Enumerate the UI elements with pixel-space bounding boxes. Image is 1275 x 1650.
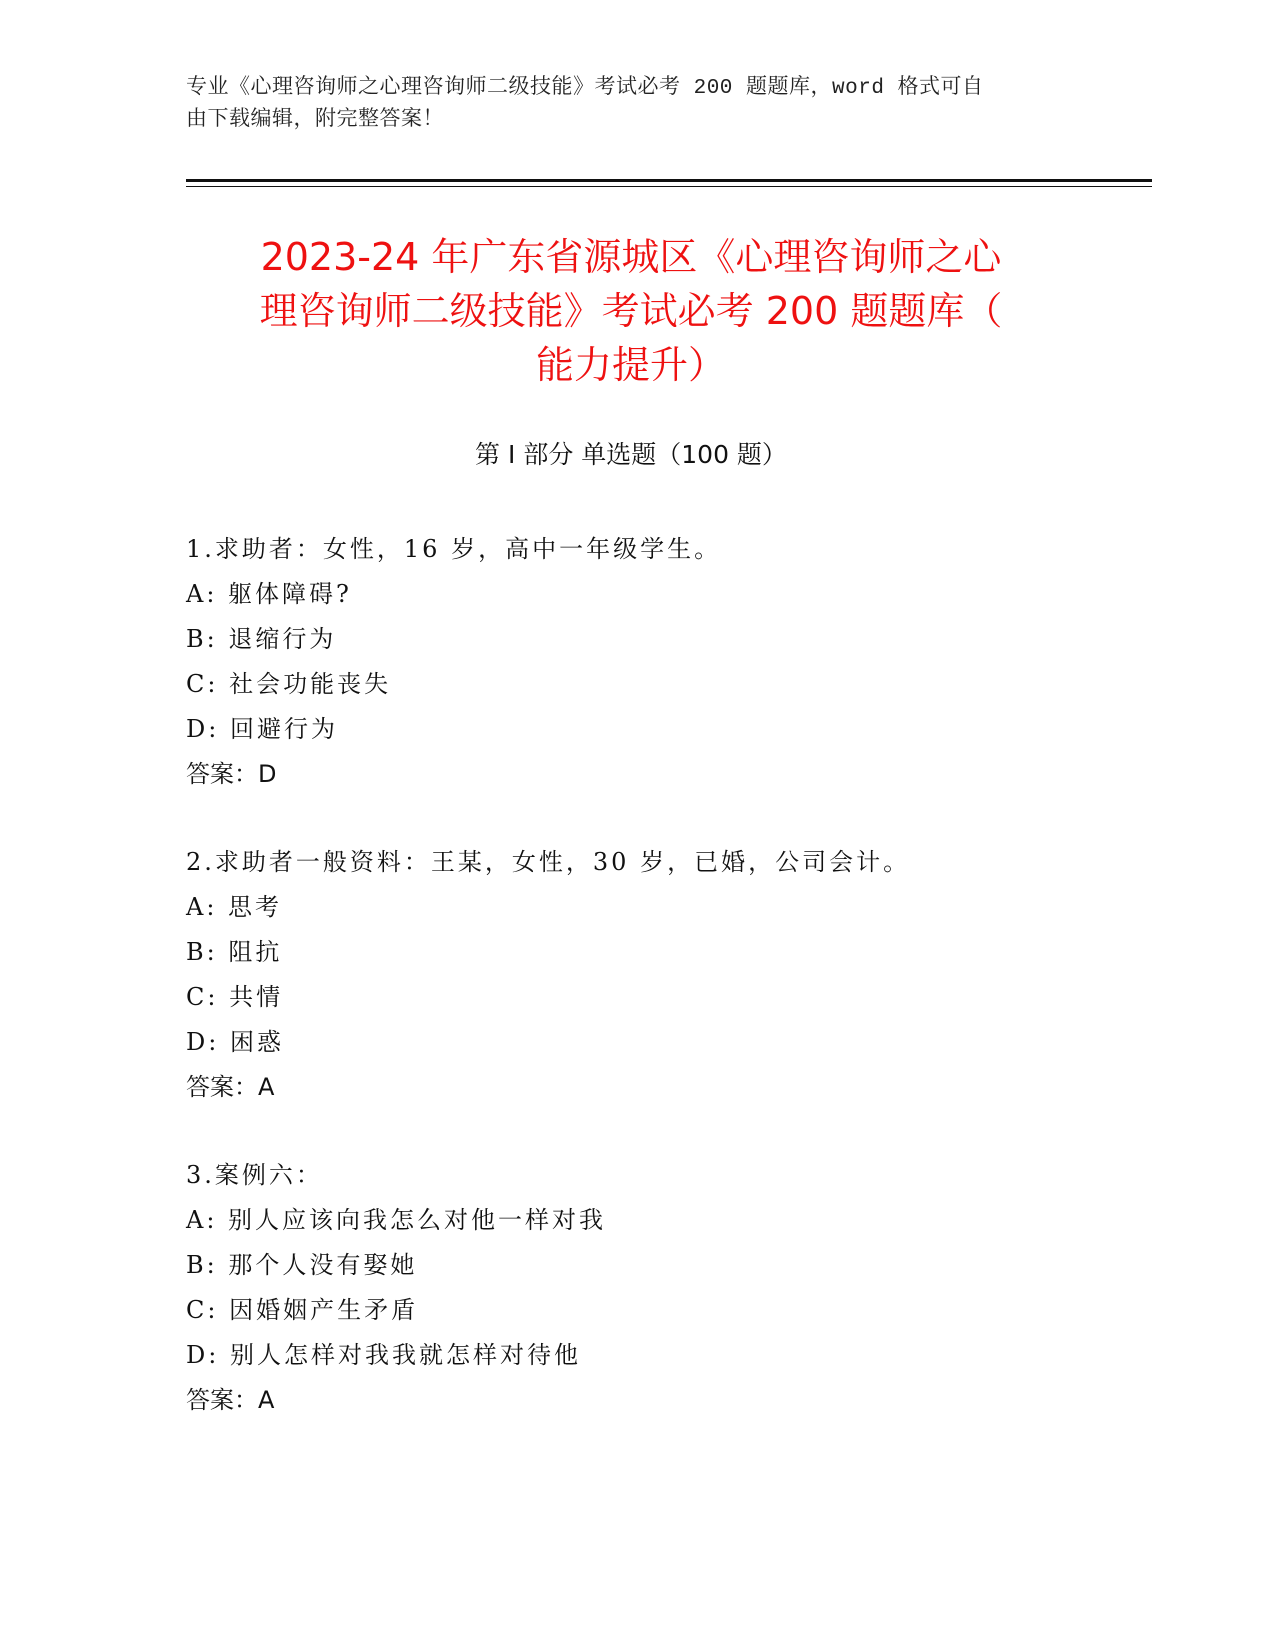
option-c: C: 因婚姻产生矛盾 — [186, 1296, 419, 1324]
question-stem: 2.求助者一般资料：王某，女性，30 岁，已婚，公司会计。 — [186, 848, 911, 876]
title-line-1: 2023-24 年广东省源城区《心理咨询师之心 — [260, 235, 1002, 279]
question-stem: 3.案例六： — [186, 1161, 323, 1189]
title-line-2: 理咨询师二级技能》考试必考 200 题题库（ — [259, 289, 1003, 333]
option-b: B: 阻抗 — [186, 938, 283, 966]
option-a: A: 别人应该向我怎么对他一样对我 — [186, 1206, 607, 1234]
header-divider-thin — [186, 186, 1152, 187]
option-a: A: 思考 — [186, 893, 283, 921]
option-b: B: 退缩行为 — [186, 625, 337, 653]
option-b: B: 那个人没有娶她 — [186, 1251, 418, 1279]
header-note-line-1: 专业《心理咨询师之心理咨询师二级技能》考试必考 200 题题库，word 格式可自 — [186, 77, 984, 100]
answer: 答案：D — [186, 760, 277, 788]
answer: 答案：A — [186, 1386, 275, 1414]
option-a: A: 躯体障碍? — [186, 580, 352, 608]
header-note-line-2: 由下载编辑，附完整答案！ — [186, 109, 444, 132]
header-divider-thick — [186, 179, 1152, 182]
question-stem: 1.求助者：女性，16 岁，高中一年级学生。 — [186, 535, 722, 563]
question-1 — [186, 527, 1136, 797]
question-3 — [186, 1153, 1136, 1423]
option-c: C: 共情 — [186, 983, 284, 1011]
question-2 — [186, 840, 1136, 1110]
document-header-note — [186, 73, 1066, 137]
section-title: 第 I 部分 单选题（100 题） — [475, 440, 787, 469]
option-c: C: 社会功能丧失 — [186, 670, 392, 698]
option-d: D: 回避行为 — [186, 715, 338, 743]
option-d: D: 别人怎样对我我就怎样对待他 — [186, 1341, 581, 1369]
question-list — [186, 527, 1136, 1466]
document-title — [186, 230, 1076, 392]
title-line-3: 能力提升） — [535, 343, 726, 387]
answer: 答案：A — [186, 1073, 275, 1101]
option-d: D: 困惑 — [186, 1028, 284, 1056]
